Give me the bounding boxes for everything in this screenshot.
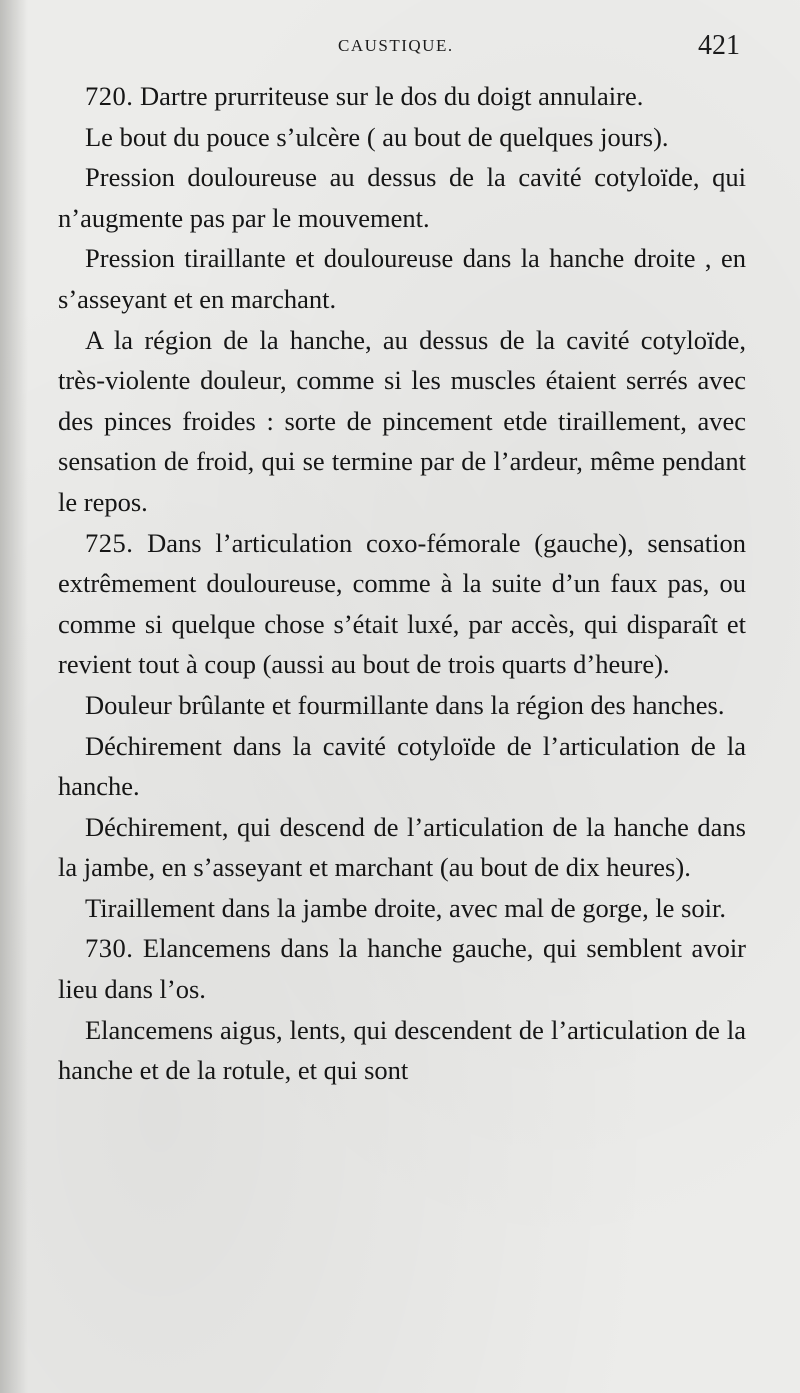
paragraph-text: Dartre prurriteuse sur le dos du doigt annulaire. [140, 81, 644, 111]
paragraph-text: Douleur brûlante et fourmillante dans la région des hanches. [85, 689, 725, 720]
paragraph-text: Déchirement dans la cavité cotyloïde de l’articulation de la hanche. [58, 730, 746, 802]
body-text [58, 76, 746, 1091]
page-gutter-shadow [0, 0, 28, 1393]
paragraph-text: Elancemens dans la hanche gauche, qui semblent avoir lieu dans l’os. [58, 933, 747, 1005]
paragraph [58, 157, 746, 238]
running-head: CAUSTIQUE. [338, 36, 454, 55]
paragraph [58, 685, 746, 726]
page-header [0, 30, 800, 70]
paragraph [58, 320, 746, 523]
paragraph [58, 807, 746, 888]
paragraph [58, 117, 746, 158]
paragraph-text: Le bout du pouce s’ulcère ( au bout de quelques jours). [85, 121, 669, 152]
paragraph-text: Déchirement, qui descend de l’articulation de la hanche dans la jambe, en s’asseyant et marchant (au bout de dix heures). [58, 811, 746, 883]
paragraph [58, 523, 746, 685]
paragraph-text: Pression tiraillante et douloureuse dans la hanche droite , en s’asseyant et en marchant. [58, 243, 746, 314]
paragraph [58, 888, 746, 929]
paragraph-text: Pression douloureuse au dessus de la cavité cotyloïde, qui n’augmente pas par le mouvement. [58, 162, 746, 233]
paragraph [58, 238, 746, 319]
entry-number: 730. [85, 933, 134, 964]
paragraph-text: A la région de la hanche, au dessus de la cavité cotyloïde, très-violente douleur, comme si les muscles étaient serrés avec des pinces froides : sorte de pincement etde tiraillement, avec sensation de froid, qui se termine par de l’ardeur, même pendant le repos. [58, 324, 746, 517]
paragraph-text: Tiraillement dans la jambe droite, avec mal de gorge, le soir. [85, 892, 726, 923]
paragraph-text: Dans l’articulation coxo-fémorale (gauche), sensation extrêmement douloureuse, comme à la suite d’un faux pas, ou comme si quelque chose s’était luxé, par accès, qui disparaît et revient tout à coup (aussi au bout de trois quarts d’heure). [58, 527, 746, 680]
entry-number: 720. [85, 81, 134, 111]
paragraph-text: Elancemens aigus, lents, qui descendent de l’articulation de la hanche et de la rotule, et qui sont [58, 1014, 746, 1086]
entry-number: 725. [85, 527, 134, 558]
page-number: 421 [698, 30, 740, 61]
paragraph [58, 76, 746, 117]
paragraph [58, 726, 746, 807]
paragraph [58, 1010, 746, 1091]
paragraph [58, 928, 746, 1009]
